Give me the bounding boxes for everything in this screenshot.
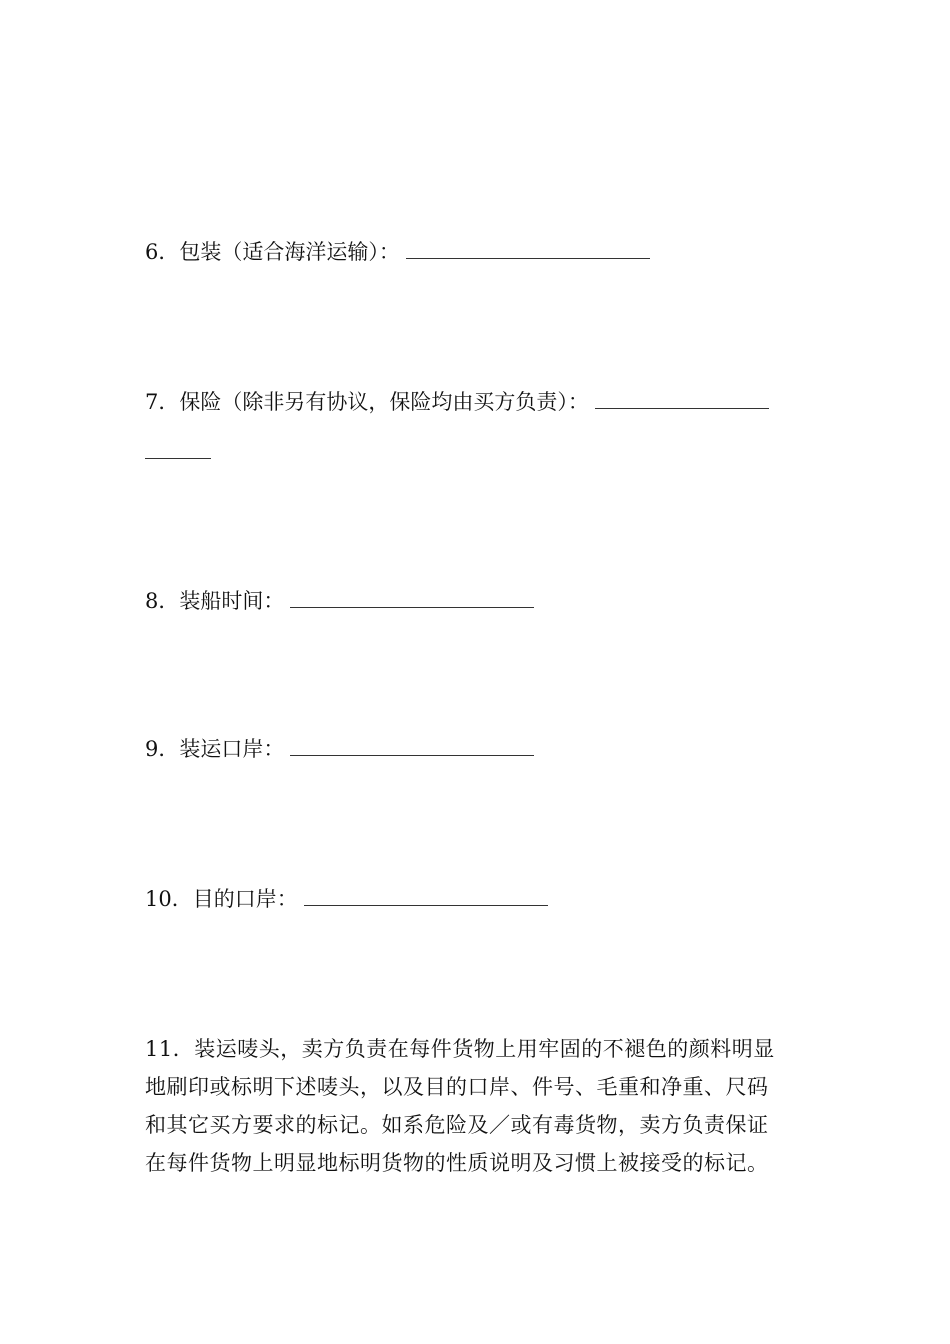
item-number: 8． bbox=[145, 589, 180, 613]
item-label: 包装（适合海洋运输）： bbox=[179, 240, 400, 264]
item-number: 6． bbox=[145, 240, 180, 264]
paragraph-line: 11．装运唛头，卖方负责在每件货物上用牢固的不褪色的颜料明显 bbox=[145, 1037, 775, 1061]
fill-in-blank[interactable] bbox=[290, 737, 534, 756]
item-insurance bbox=[145, 387, 769, 417]
item-number: 7． bbox=[145, 390, 180, 414]
item-port-of-destination bbox=[145, 884, 548, 914]
item-packing bbox=[145, 237, 650, 267]
fill-in-blank[interactable] bbox=[290, 589, 534, 608]
item-shipment-time bbox=[145, 586, 534, 616]
item-label: 目的口岸： bbox=[192, 887, 298, 911]
fill-in-blank-continued[interactable] bbox=[145, 458, 211, 459]
paragraph-line: 在每件货物上明显地标明货物的性质说明及习惯上被接受的标记。 bbox=[145, 1151, 769, 1175]
fill-in-blank[interactable] bbox=[304, 887, 548, 906]
paragraph-line: 地刷印或标明下述唛头，以及目的口岸、件号、毛重和净重、尺码 bbox=[145, 1075, 769, 1099]
item-number: 9． bbox=[145, 737, 180, 761]
item-label: 保险（除非另有协议，保险均由买方负责）： bbox=[179, 390, 589, 414]
item-label: 装运口岸： bbox=[179, 737, 285, 761]
item-label: 装船时间： bbox=[179, 589, 285, 613]
item-number: 10． bbox=[145, 887, 193, 911]
item-port-of-loading bbox=[145, 734, 534, 764]
paragraph-line: 和其它买方要求的标记。如系危险及／或有毒货物，卖方负责保证 bbox=[145, 1113, 769, 1137]
clause-shipping-marks bbox=[145, 1030, 815, 1182]
fill-in-blank[interactable] bbox=[406, 240, 650, 259]
fill-in-blank[interactable] bbox=[595, 390, 769, 409]
